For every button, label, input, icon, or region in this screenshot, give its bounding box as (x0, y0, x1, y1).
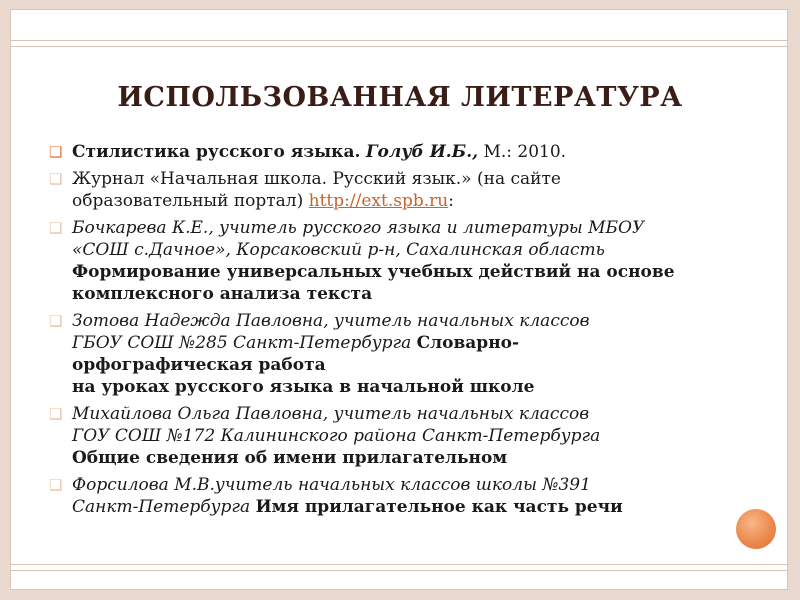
work-title: Формирование универсальных учебных действий на основе комплексного анализа текста (72, 262, 675, 304)
work-title-2: орфографическая работа (72, 355, 326, 375)
bullet-arrow-icon: ❑ (49, 476, 63, 494)
list-item (49, 141, 759, 163)
work-title: Общие сведения об имени прилагательном (72, 448, 508, 468)
bullet-arrow-icon: ❑ (49, 219, 63, 237)
author-line-1: Бочкарева К.Е., учитель русского языка и литературы МБОУ (72, 218, 645, 238)
author-line-1: Михайлова Ольга Павловна, учитель начальных классов (72, 404, 590, 424)
journal-link[interactable]: http://ext.spb.ru (308, 191, 449, 211)
book-author: Голуб И.Б., (365, 142, 479, 162)
author-line-2: Санкт-Петербурга (72, 497, 251, 517)
book-title: Стилистика русского языка. (72, 142, 361, 162)
list-item (49, 310, 759, 398)
bullet-arrow-icon: ❑ (49, 170, 63, 188)
work-title-3: на уроках русского языка в начальной школе (72, 377, 535, 397)
bottom-rule-2 (11, 570, 787, 571)
book-publisher: М.: 2010. (483, 142, 567, 162)
slide-title: ИСПОЛЬЗОВАННАЯ ЛИТЕРАТУРА (117, 82, 683, 113)
bullet-arrow-icon: ❑ (49, 143, 63, 161)
top-rule-2 (11, 46, 787, 47)
journal-line-2-end: : (448, 191, 454, 211)
top-rule-1 (11, 40, 787, 41)
author-line-2: ГОУ СОШ №172 Калининского района Санкт-Петербурга (72, 426, 601, 446)
journal-line-2: образовательный портал) (72, 191, 304, 211)
author-line-2: ГБОУ СОШ №285 Санкт-Петербурга (72, 333, 412, 353)
list-item (49, 217, 759, 305)
bullet-arrow-icon: ❑ (49, 312, 63, 330)
slide (10, 9, 788, 590)
journal-line-1: Журнал «Начальная школа. Русский язык.» (на сайте (72, 169, 561, 189)
author-line-1: Форсилова М.В.учитель начальных классов школы №391 (72, 475, 591, 495)
author-line-2: «СОШ с.Дачное», Корсаковский р-н, Сахалинская область (72, 240, 605, 260)
orange-orb-decoration (736, 509, 776, 549)
list-item (49, 403, 759, 469)
work-title-1: Словарно- (416, 333, 520, 353)
bullet-arrow-icon: ❑ (49, 405, 63, 423)
reference-list (49, 141, 759, 523)
list-item (49, 474, 759, 518)
bottom-rule-1 (11, 564, 787, 565)
work-title: Имя прилагательное как часть речи (255, 497, 623, 517)
list-item (49, 168, 759, 212)
author-line-1: Зотова Надежда Павловна, учитель начальных классов (72, 311, 590, 331)
